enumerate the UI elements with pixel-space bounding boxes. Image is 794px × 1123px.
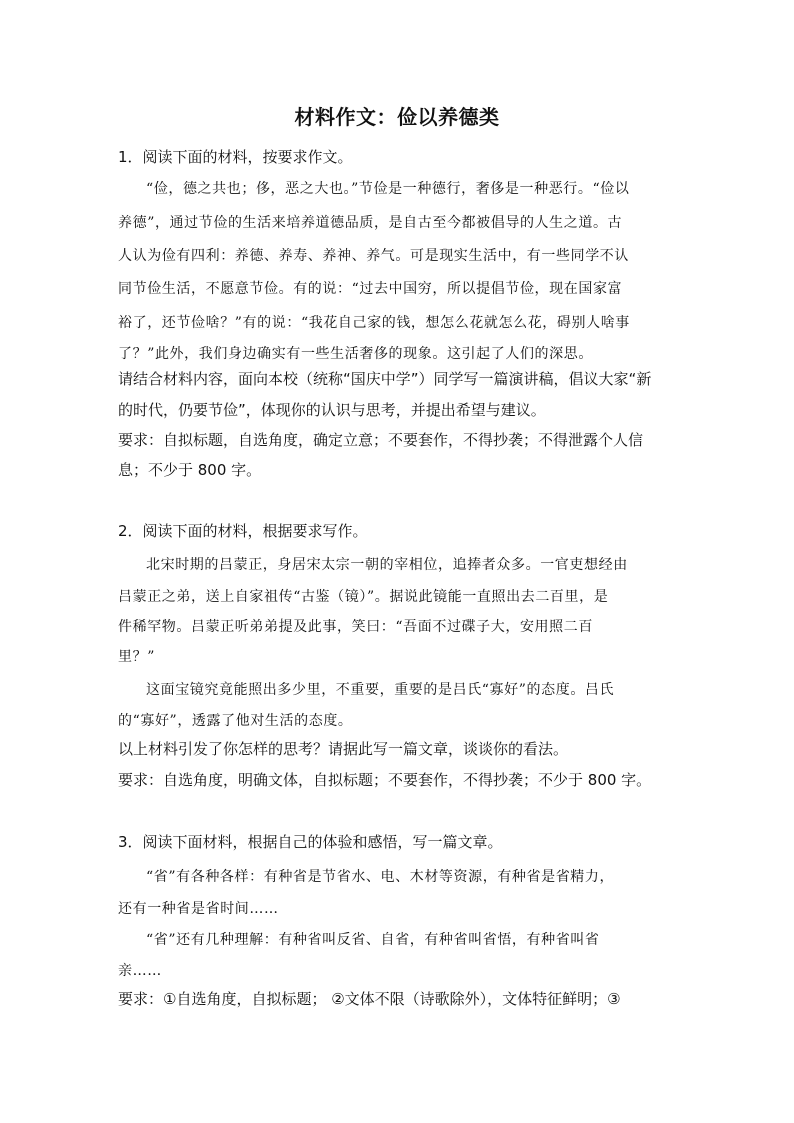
q3-requirement-line: 要求：①自选角度，自拟标题； ②文体不限（诗歌除外），文体特征鲜明；③	[118, 990, 621, 1008]
q1-requirement-line: 息；不少于 800 字。	[118, 461, 262, 479]
q1-material-line: 裕了，还节俭啥？”有的说：“我花自己家的钱，想怎么花就怎么花，碍别人啥事	[118, 315, 630, 331]
q1-task-line: 请结合材料内容，面向本校（统称“国庆中学”）同学写一篇演讲稿，倡议大家“新	[118, 370, 652, 388]
q1-task-line: 的时代，仍要节俭”，体现你的认识与思考，并提出希望与建议。	[118, 401, 546, 419]
q1-material-line: “俭，德之共也；侈，恶之大也。”节俭是一种德行，奢侈是一种恶行。“俭以	[146, 181, 630, 197]
q1-material-line: 了？”此外，我们身边确实有一些生活奢侈的现象。这引起了人们的深思。	[118, 346, 593, 362]
q2-task-line: 以上材料引发了你怎样的思考？请据此写一篇文章，谈谈你的看法。	[118, 740, 569, 758]
q2-requirement-line: 要求：自选角度，明确文体，自拟标题；不要套作，不得抄袭；不少于 800 字。	[118, 771, 652, 789]
q2-material-line: 吕蒙正之弟，送上自家祖传“古鉴（镜）”。据说此镜能一直照出去二百里，是	[118, 589, 609, 605]
q1-heading: 1．阅读下面的材料，按要求作文。	[118, 148, 353, 166]
q3-material-line: “省”还有几种理解：有种省叫反省、自省，有种省叫省悟，有种省叫省	[146, 932, 600, 948]
q2-material-line: 件稀罕物。吕蒙正听弟弟提及此事，笑曰：“吾面不过碟子大，安用照二百	[118, 619, 593, 635]
q2-material-line: 北宋时期的吕蒙正，身居宋太宗一朝的宰相位，追捧者众多。一官吏想经由	[146, 557, 628, 573]
q2-material-line: 里？”	[118, 649, 155, 665]
q1-material-line: 同节俭生活，不愿意节俭。有的说：“过去中国穷，所以提倡节俭，现在国家富	[118, 281, 623, 297]
q2-material-line: 这面宝镜究竟能照出多少里，不重要，重要的是吕氏“寡好”的态度。吕氏	[146, 682, 615, 698]
q1-material-line: 人认为俭有四利：养德、养寿、养神、养气。可是现实生活中，有一些同学不认	[118, 248, 629, 264]
q1-requirement-line: 要求：自拟标题，自选角度，确定立意；不要套作，不得抄袭；不得泄露个人信	[118, 431, 644, 449]
q3-heading: 3．阅读下面材料，根据自己的体验和感悟，写一篇文章。	[118, 833, 503, 851]
q3-material-line: 亲……	[118, 963, 162, 979]
page-title: 材料作文：俭以养德类	[294, 105, 500, 129]
q3-material-line: 还有一种省是省时间……	[118, 901, 279, 917]
q2-heading: 2．阅读下面的材料，根据要求写作。	[118, 522, 368, 540]
q1-material-line: 养德”，通过节俭的生活来培养道德品质，是自古至今都被倡导的人生之道。古	[118, 215, 623, 231]
q2-material-line: 的“寡好”，透露了他对生活的态度。	[118, 713, 353, 729]
q3-material-line: “省”有各种各样：有种省是节省水、电、木材等资源，有种省是省精力，	[146, 869, 615, 885]
